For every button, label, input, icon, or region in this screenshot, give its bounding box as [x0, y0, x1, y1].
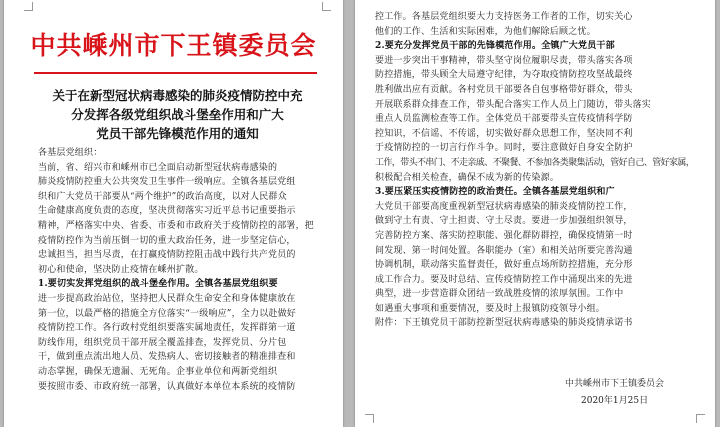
body-line: 生命健康高度负责的态度，坚决贯彻落实习近平总书记重要指示 — [38, 206, 296, 217]
body-line: 如遇重大事项和重要情况，要及时上报镇防疫领导小组。 — [375, 303, 606, 314]
body-line: 当前，省、绍兴市和嵊州市已全面启动新型冠状病毒感染的 — [38, 162, 278, 173]
notice-title-line: 党员干部先锋模范作用的通知 — [96, 126, 259, 141]
signature-date: 2020年1月25日 — [581, 396, 649, 406]
body-line: 重点人员监测检查等工作。全体党员干部要带头宣传疫情科学防 — [375, 114, 633, 125]
page-corner-mark — [322, 2, 331, 11]
body-line: 初心和使命，坚决防止疫情在嵊州扩散。 — [38, 264, 204, 275]
section-heading-line: 1.要切实发挥党组织的战斗堡垒作用。全镇各基层党组织要 — [38, 279, 278, 290]
body-line: 完善防控方案、落实防控职能、强化群防群控，确保疫情第一时 — [375, 230, 633, 241]
body-line: 典型，进一步营造群众团结一致战胜疫情的浓厚氛围。工作中 — [375, 289, 624, 300]
body-line: 精神，严格落实中央、省委、市委和市政府关于疫情防控的部署，把 — [38, 220, 315, 231]
body-line: 第一位，以最严格的措施全方位落实“一级响应”，全力以赴做好 — [38, 308, 297, 319]
body-line: 干，做到重点流出地人员、发热病人、密切接触者的精准排查和 — [38, 352, 296, 363]
body-line: 胜利做出应有贡献。各村党员干部要各自包事格带好群众，带头 — [375, 84, 633, 95]
body-line: 控工作。各基层党组织要大力支持医务工作者的工作，切实关心 — [375, 12, 633, 22]
body-line: 协调机制，联动落实监督责任，做好重点场所防控措施，充分形 — [375, 260, 633, 271]
body-line: 做到守土有责、守土担责、守土尽责。要进一步加强组织领导， — [375, 216, 633, 227]
body-line: 动态掌握，确保无遗漏、无死角。企事业单位和两新党组织 — [38, 366, 278, 377]
notice-title — [32, 86, 323, 143]
body-line: 开展联系群众排查工作，带头配合落实工作人员上门随访，带头落实 — [375, 99, 652, 110]
page-corner-mark — [696, 414, 705, 423]
body-line: 大党员干部要高度重视新型冠状病毒感染的肺炎疫情防控工作， — [375, 201, 633, 212]
body-line: 忠诚担当，担当尽责，在打赢疫情防控阻击战中践行共产党员的 — [38, 250, 296, 261]
body-line: 控知识，不信谣、不传谣，切实做好群众思想工作，坚决同不利 — [375, 128, 633, 139]
body-line: 积极配合相关检查，确保不成为新的传染源。 — [375, 172, 560, 183]
page-corner-mark — [365, 414, 374, 423]
body-line: 成工作合力。要及时总结、宣传疫情防控工作中涌现出来的先进 — [375, 274, 633, 285]
body-line: 要按照市委、市政府统一部署，认真做好本单位本系统的疫情防 — [38, 381, 296, 392]
section-heading-line: 2.要充分发挥党员干部的先锋模范作用。全镇广大党员干部 — [375, 41, 615, 52]
page-corner-mark — [24, 2, 33, 11]
body-line: 要进一步突出干事精神，带头坚守岗位履职尽责，带头落实各项 — [375, 55, 633, 66]
body-line: 各基层党组织： — [38, 148, 103, 158]
notice-title-line: 分发挥各级党组织战斗堡垒作用和广大 — [71, 107, 284, 122]
body-line: 于疫情防控的一切言行作斗争。同时，要注意做好自身安全防护 — [375, 143, 633, 154]
document-page-right — [355, 0, 715, 427]
body-line: 疫情防控作为当前压倒一切的重大政治任务，进一步坚定信心， — [38, 235, 296, 246]
document-page-left — [4, 0, 343, 427]
left-body-text — [38, 146, 314, 394]
red-header-rule — [34, 72, 317, 74]
body-line: 防控措施，带头顾全大局遵守纪律，为夺取疫情防控攻坚战最终 — [375, 70, 633, 81]
body-line: 织和广大党员干部要从“两个维护”的政治高度，以对人民群众 — [38, 191, 287, 202]
body-line: 防线作用，组织党员干部开展全覆盖排查，发挥党员、分片包 — [38, 337, 287, 348]
body-line: 工作，带头不串门、不走亲戚、不聚餐、不参加各类聚集活动，管好自己、管好家属， — [375, 157, 695, 168]
body-line: 疫情防控工作。各行政村党组织要落实属地责任，发挥群第一道 — [38, 323, 296, 334]
notice-title-line: 关于在新型冠状病毒感染的肺炎疫情防控中充 — [52, 88, 303, 103]
document-header-title: 中共嵊州市下王镇委员会 — [30, 31, 317, 60]
body-line: 肺炎疫情防控重大公共突发卫生事件一级响应。全镇各基层党组 — [38, 177, 296, 188]
body-line: 间发现、第一时间处置。各职能办（室）和相关站所要完善沟通 — [375, 245, 633, 256]
section-heading-line: 3.要压紧压实疫情防控的政治责任。全镇各基层党组织和广 — [375, 187, 615, 198]
body-line: 进一步提高政治站位，坚持把人民群众生命安全和身体健康放在 — [38, 293, 296, 304]
attachment-line: 附件：下王镇党员干部防控新型冠状病毒感染的肺炎疫情承诺书 — [375, 318, 633, 329]
signature-organization: 中共嵊州市下王镇委员会 — [565, 379, 665, 389]
body-line: 他们的工作、生活和实际困难，为他们解除后顾之忧。 — [375, 26, 596, 37]
right-body-text — [375, 10, 694, 331]
